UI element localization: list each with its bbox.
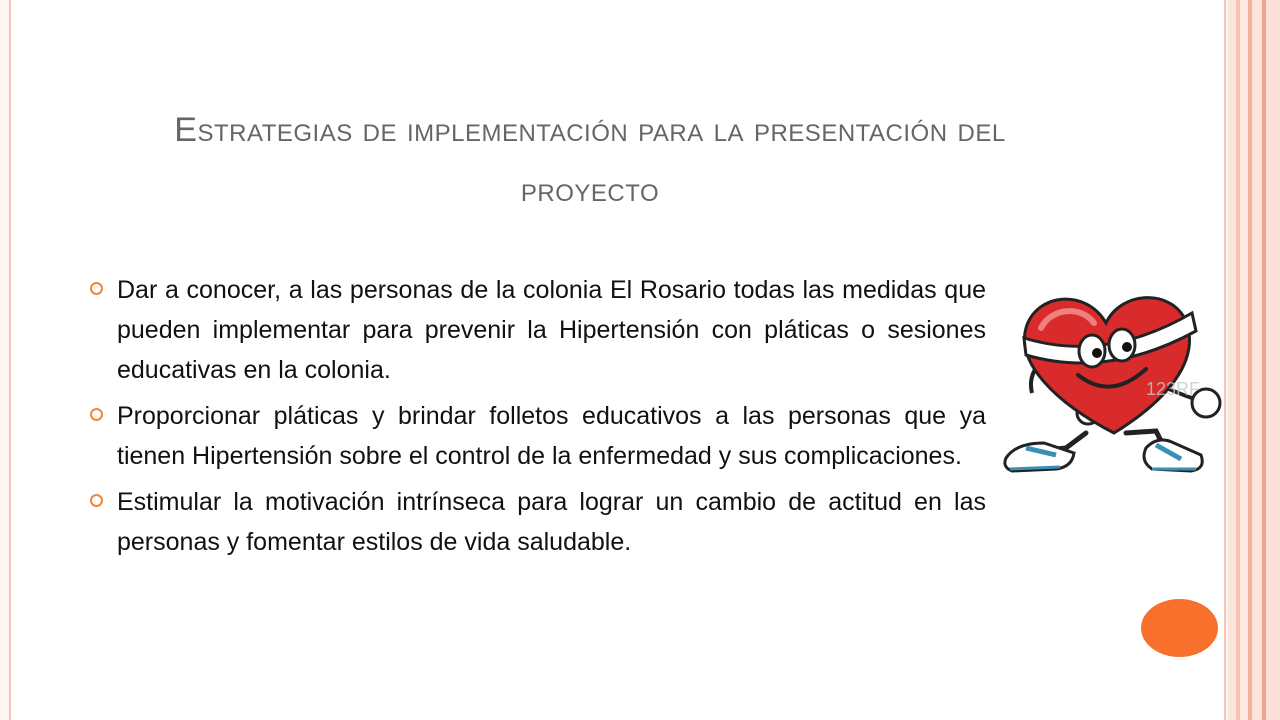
list-item bbox=[90, 482, 986, 562]
bullet-text: Estimular la motivación intrínseca para lograr un cambio de actitud en las personas y fomentar estilos de vida saludable. bbox=[117, 488, 986, 556]
bullet-circle-icon bbox=[90, 282, 103, 295]
bullet-circle-icon bbox=[90, 408, 103, 421]
bullet-circle-icon bbox=[90, 494, 103, 507]
decorative-side-stripes bbox=[1228, 0, 1280, 720]
list-item bbox=[90, 270, 986, 390]
bullet-list bbox=[90, 270, 986, 568]
decorative-orange-circle bbox=[1141, 599, 1218, 657]
bullet-text: Proporcionar pláticas y brindar folletos educativos a las personas que ya tienen Hipertensión sobre el control de la enfermedad y sus complicaciones. bbox=[117, 402, 986, 470]
bullet-text: Dar a conocer, a las personas de la colonia El Rosario todas las medidas que pueden implementar para prevenir la Hipertensión con pláticas o sesiones educativas en la colonia. bbox=[117, 276, 986, 384]
slide-title: Estrategias de implementación para la presentación del proyecto bbox=[174, 111, 1006, 209]
running-heart-cartoon-icon bbox=[996, 283, 1232, 493]
list-item bbox=[90, 396, 986, 476]
svg-text:123RF: 123RF bbox=[1146, 379, 1201, 399]
